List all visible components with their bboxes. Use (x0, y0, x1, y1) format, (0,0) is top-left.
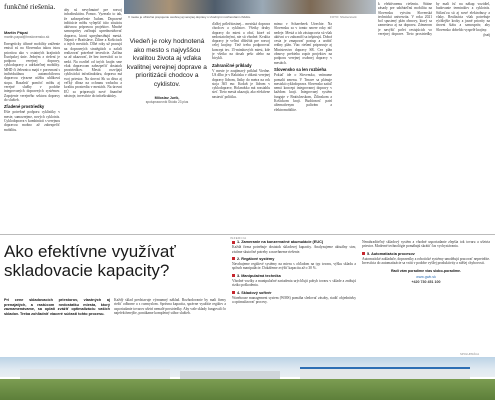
headline-fragment: funkčné riešenia. (4, 2, 56, 11)
ad-side-subhead: 5. Automatizácia procesov (362, 252, 490, 256)
ad-item (232, 257, 356, 271)
photo-credit: FOTO: Shutterstock (330, 15, 357, 19)
ad-lead-text: Pri cene skladovacích priestorov, vlastných aj prenajatých, a rastúcom nedostatku miesta, ktorý zaznamenávame, sa oplatí zvážiť optimalizáciu vašich skladov. Treba zohľadniť viaceré súčasti tohto procesu. (4, 298, 110, 316)
pull-quote-attribution-name: Miloslav Jurík, (154, 95, 180, 100)
left-article-subhead: Zľadené prostriedky (4, 104, 45, 110)
ad-body-text: Každý sklad predstavuje významný náklad. Rozhodovanie by mali firmy riešiť odborne a s rozmyslom. Správna kapacita, správne využitie regálov a usporiadanie tovarov ušetrí nemalé prostriedky. Aby vaše sklady fungovali čo najefektívnejšie, ponúkame kompletný súbor služieb. (114, 298, 226, 315)
right-article-col1-text-2: V meste je zaujímavý príklad Viedne. Už dlho je v Rakúsku v oblasti verejnej dopravy lídrom, lístky do metra na rok stoja 365 eur. Kodaň je lídrom v cyklodoprave, Holandsko má rozsiahlu sieť. Tieto mestá ukazujú, ako efektívne nastaviť politiku. (212, 68, 270, 99)
photo-caption: V meste je užitočné prepojenie osobnej aj verejnej dopravy s vhodnými možnosťami chôdze. (128, 15, 252, 19)
right-article-col-3 (378, 2, 490, 230)
ad-divider (0, 234, 495, 235)
right-article-col-1 (212, 22, 270, 234)
right-article-col-2 (274, 22, 332, 234)
right-article-subhead: Zahraničné príklady (212, 62, 252, 68)
right-article-subhead-2: Slovensko sa len rozbieha (274, 66, 327, 72)
ad-item (232, 240, 356, 254)
left-article-col-2 (64, 8, 122, 232)
ad-headline: Ako efektívne využívať skladovacie kapacity? (4, 242, 176, 280)
ad-item-3-title: 3. Manipulačná technika (237, 273, 281, 278)
right-article-col1-text: ďalšej príležitostnej... mestská doprava chodcov a cyklistov. Všetky druhy dopravy do miest a obcí, ktoré sú nedostatočnými, nie sú vhodné. Kvalita dopravy je veľmi dôležitá pre rozvoj celej krajiny. Tiež treba podporovať koncept tzv. 15-minútových miest, kde je všetko na dosah pešo alebo na bicykli. (212, 22, 270, 61)
ad-item-2-text: Navrhujeme regálové systémy na mieru s ohľadom na typ tovaru, výšku skladu a spôsob manipulácie. Dokážeme zvýšiť kapacitu až o 30 %. (232, 262, 356, 271)
warehouse-photo (0, 357, 495, 400)
left-article-col1-text-2: Ešte potrebné podporu cyklistiky v meste, samozrejme, nových cyklotrás. Cyklodoprava v kombinácii s verejnou dopravou možno až zabezpečiť mobilitu. (4, 110, 60, 132)
left-article-col-1 (4, 42, 60, 232)
ad-item-1-text: Každá firma potrebuje dostatok skladovej kapacity. Analyzujeme aktuálny stav, zistíme skutočné potreby a navrhneme riešenie. (232, 245, 356, 254)
ad-item-4-title: 4. Skladový softvér (237, 290, 272, 295)
ad-item-4-text: Warehouse management system (WMS) pomáha sledovať zásoby, riadiť objednávky a optimalizovať procesy. (232, 295, 356, 305)
author-name: Martin Pápai (4, 30, 28, 35)
left-article-col1-text: Energeticky účinné mobility zníženie emisií sú na Slovensku takou istou prioritou ako v ostatných krajinách Európskej únie. Jedným z riešení je podpora verejnej dopravy, cyklodopravy a udržateľnej mobility. MHD či železnica majú v porovnaní s individuálnou automobilovou dopravou výrazne nižšiu uhlíkovú stopu. Bazalrúť pomôcť môžu aj verejné služby v podobe integrovaných dopravných systémov. Zapojenie verejného sektora dopravy do služieb. (4, 42, 60, 102)
left-article-col2-text: aby sú nevyhnutné pre rozvoj infraštruktúru. Pomoc. Vyzeralo to tak, že zabezpečenie ľudom. Dopravné inštitúcie môžu vylepšiť túto situáciu aktívnou prípravou projektov. Mnohé samosprávy začínajú uprednostňovať dopravu, ktorú uprednostňujú mestá. Najmä v Bratislave, Žiline a Košiciach a iných mestách. Dlhé roky už pracujú na dopravných stratégiách a začali realizovať potrebné investície. Začína sa až ukazovať, že bez investícií sa to nedá. Na rozdiel od iných krajín sme však dopravcom zabezpečiť dostatok prostriedkov. Mestá rozvíjajú cyklistickú infraštruktúru, doprava má svoj priestor. Na úrovni Sk sa dáva aj veľký dôraz na ochranu vzduchu a kvalitu prostredia v mestách. Na úrovni EÚ sa pripravujú nové finančné nástroje, investície do infraštruktúry. (64, 8, 122, 98)
ad-body (114, 298, 226, 350)
ad-item-3-text: Vhodné vozíky a manipulačné zariadenia urýchľujú pohyb tovaru v sklade a znižujú riziko poškodenia. (232, 279, 356, 288)
ad-lead (4, 298, 110, 350)
ad-label: INZERCIA (230, 236, 247, 240)
right-article-col3-text: k efektívnemu riešeniu. Štátne zásady pre udržateľnú mobilitu na Slovensku vytvára Slovenská technická univerzita. V roku 2021 bol spustený plán obnovy, ktorý sa zameriava aj na dopravu. Zámerom je navýšiť počet cestujúcich vo verejnej doprave. Tieto prostriedky by mali ísť na nákup vozidiel, budovanie terminálov a cyklotrás. Súčasťou sú aj nové elektrobusy a vlaky. Realizácia však potrebuje rýchlejšie kroky a jasné priority na úrovni štátu a samospráv, aby Slovensko dobehlo vyspelé krajiny. (378, 2, 490, 37)
author-email: martin.papai@hnslovensko.sk (4, 35, 50, 39)
pull-quote-text: Viedeň je roky hodnotená ako mesto s najvyššou kvalitou života aj vďaka kvalitnej verejnej doprave a prioritizácii chodcov a cyklistov. (127, 38, 207, 88)
pull-quote (126, 38, 208, 228)
pull-quote-attribution-role: spolupracovník Štúdio 23 plus (145, 99, 189, 104)
right-article-col2-text: mimo v Schaerbeek Utrechte. Na Slovensku sa v tomto smere roky nič nedeje. Mestá a ich zástupcovia sú však aktívni a v zahraničí sa inšpirujú. Dobrá cesta je zmapovať postup a urobiť reálny plán. Viac riešení pripravuje aj Ministerstvo dopravy SR. Cez plán obnovy prebieha zopár projektov na podporu verejnej osobnej dopravy v mestách. (274, 22, 332, 65)
ad-side (362, 240, 490, 352)
cyclist-photo (124, 0, 376, 14)
right-article-col2-text-2: Pokiaľ ide o Slovensko, vnímame pomalú zmenu. V Trnave sa plánuje mestská cyklodoprava. Slovensko zatiaľ nemá koncept integrovanej dopravy v každom kraji. Integrovaný systém funguje v Bratislavskom, Žilinskom a Košickom kraji. Budúcnosť patrí alternatívnym palivám a elektromobilite. (274, 73, 332, 112)
ad-item-1-title: 1. Zameranie na konzervačné akumulácie (EUC) (237, 240, 324, 244)
ad-web-link[interactable]: www.gwb.sk (416, 274, 436, 279)
right-article-author-tag: (hal) (483, 33, 490, 38)
ad-item-2-title: 2. Regálové systémy (237, 256, 275, 261)
ad-item (232, 274, 356, 288)
ad-side-text: Nenahraditeľný skladový systém a vhodné usporiadanie zlepšia tok tovaru a ušetria priestor. Moderné technológie pomáhajú skrátiť čas vychystávania. (362, 240, 490, 249)
ad-side-text-2: Automatické zakladače, dopravníky a robotické systémy umožňujú pracovať nepretržite. Investícia do automatizácie sa vráti v podobe vyššej produktivity a nižšej chybovosti. (362, 256, 490, 266)
ad-item (232, 291, 356, 305)
ad-phone: +420 730 451 100 (411, 280, 441, 285)
footer-credit: SPOLUPRÁCA (460, 352, 480, 356)
ad-items (232, 240, 356, 352)
ad-contact: Radi vám poradíme vias slobo-poradíme. (390, 269, 462, 274)
